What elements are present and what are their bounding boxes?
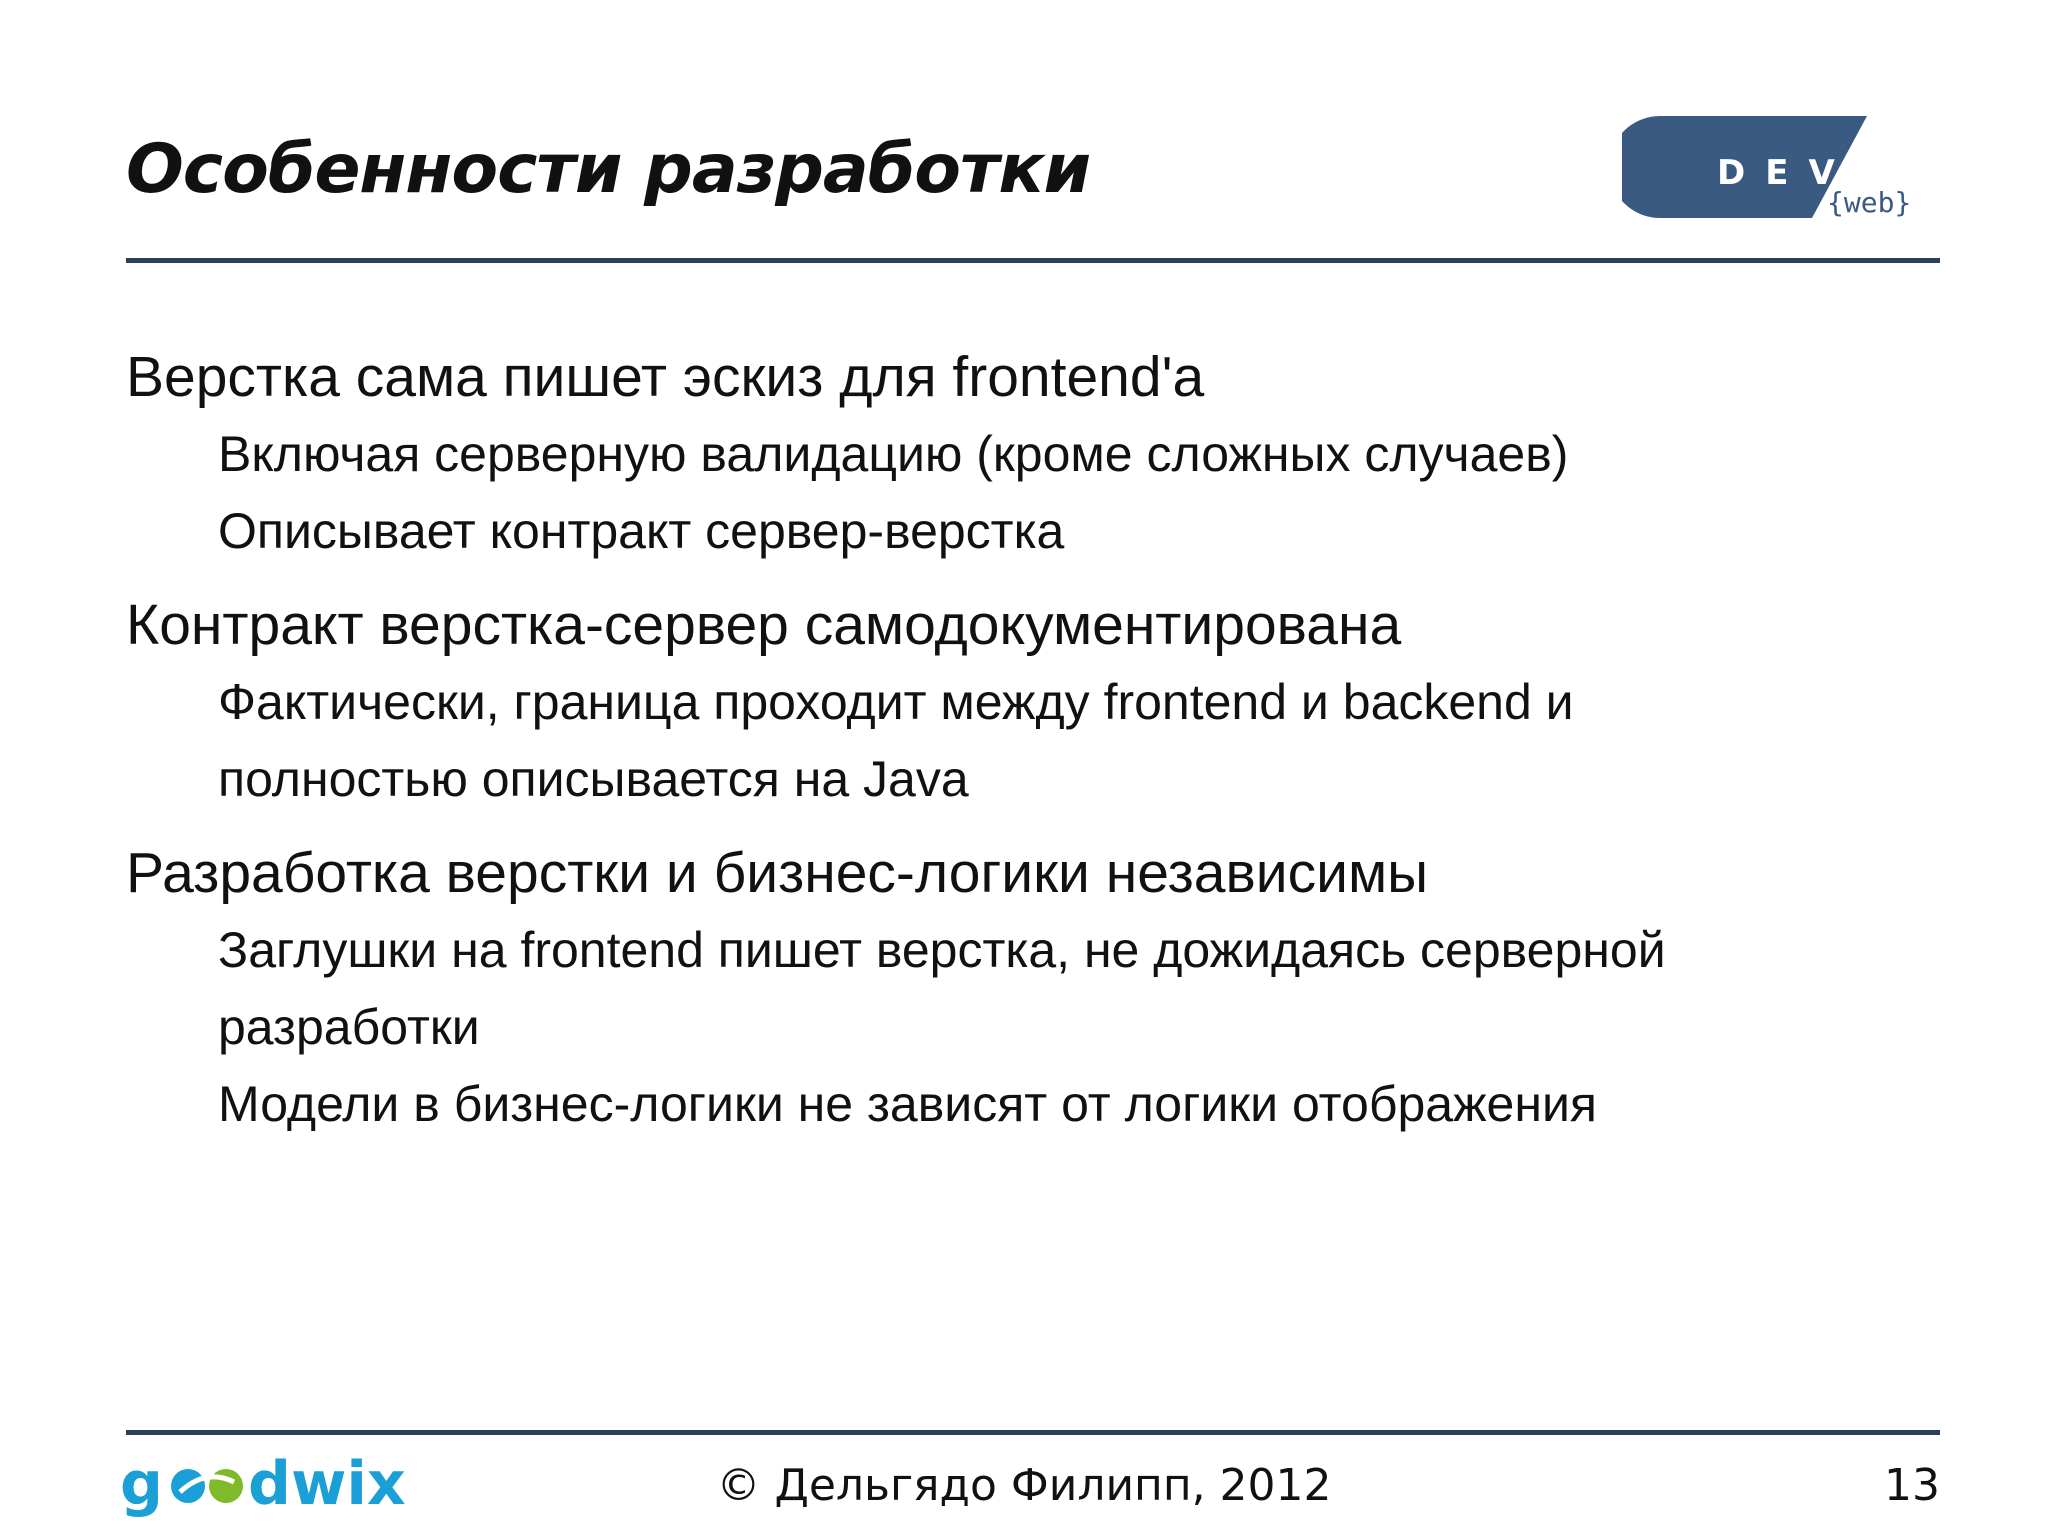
section-2-item-2: полностью описывается на Java: [218, 751, 969, 807]
footer-copyright: © Дельгядо Филипп, 2012: [716, 1460, 1332, 1511]
web-logo-text: {web}: [1827, 186, 1912, 219]
section-2-item-1: Фактически, граница проходит между frontend и backend и: [218, 674, 1574, 730]
slide-title: Особенности разработки: [126, 130, 1091, 209]
section-heading-3: Разработка верстки и бизнес-логики независимы: [126, 841, 1429, 905]
section-1-item-1: Включая серверную валидацию (кроме сложных случаев): [218, 426, 1569, 482]
slide-content: [126, 338, 1940, 1143]
footer-divider: [126, 1430, 1940, 1435]
section-heading-2: Контракт верстка-сервер самодокументирована: [126, 593, 1402, 657]
goodwix-logo-text-rest: dwix: [248, 1449, 406, 1519]
section-1-item-2: Описывает контракт сервер-верстка: [218, 503, 1065, 559]
dev-web-logo: [1622, 112, 1938, 230]
section-heading-1: Верстка сама пишет эскиз для frontend'a: [126, 345, 1205, 409]
title-divider: [126, 258, 1940, 263]
section-3-item-3: Модели в бизнес-логики не зависят от логики отображения: [218, 1076, 1597, 1132]
page-number: 13: [1884, 1460, 1940, 1511]
goodwix-logo-letter-g: g: [120, 1449, 163, 1519]
section-3-item-1: Заглушки на frontend пишет верстка, не дожидаясь серверной: [218, 922, 1666, 978]
dev-logo-text: DEV: [1717, 153, 1855, 193]
section-3-item-2: разработки: [218, 999, 480, 1055]
